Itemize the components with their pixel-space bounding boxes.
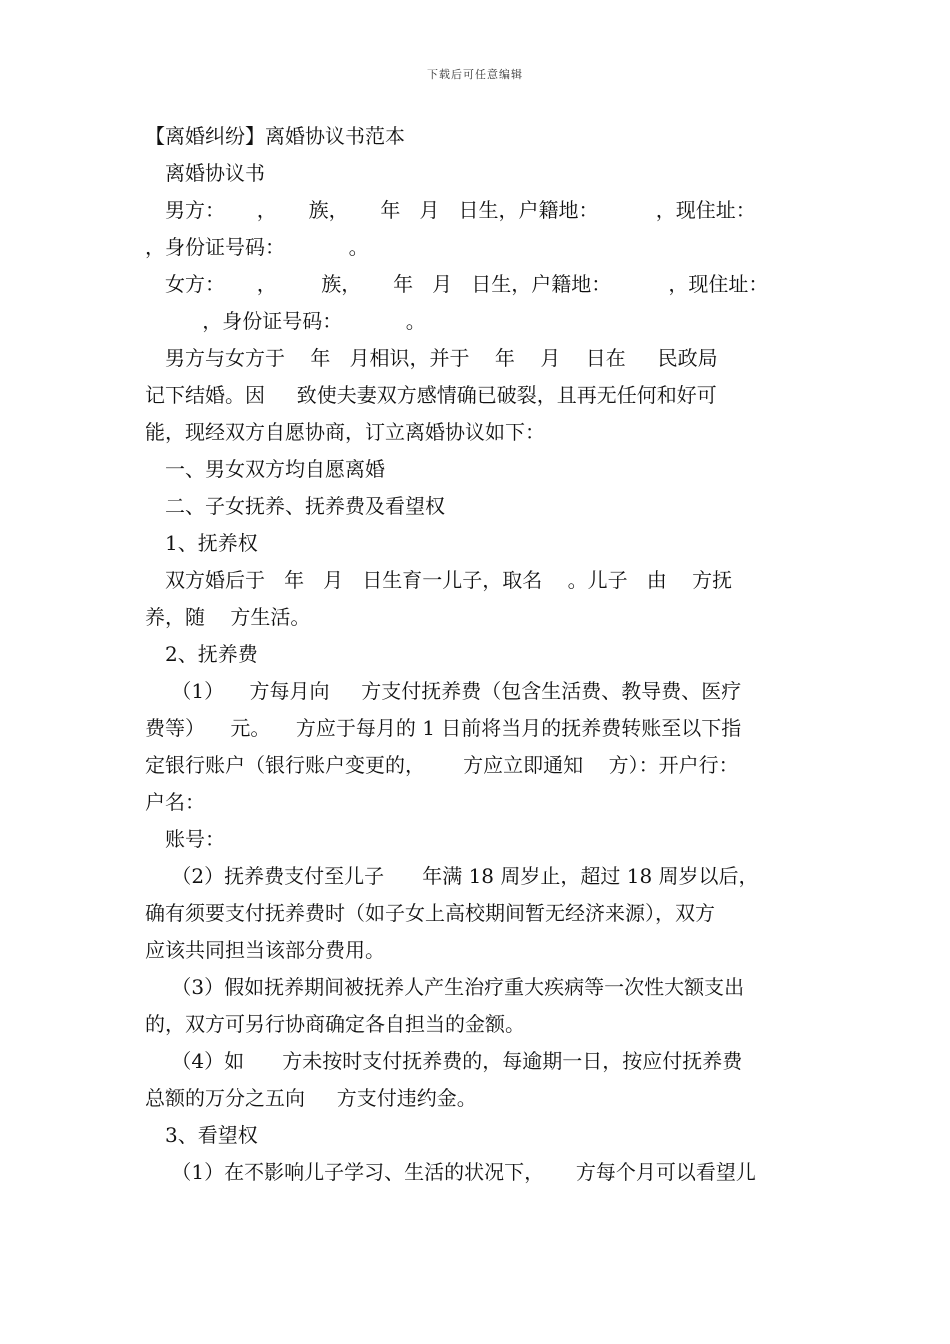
document-line: 女方： ， 族， 年 月 日生，户籍地： ，现住址： (165, 272, 769, 296)
document-line: （2）抚养费支付至儿子 年满 18 周岁止，超过 18 周岁以后， (165, 864, 759, 888)
document-line: ，身份证号码： 。 (145, 235, 369, 259)
document-line: 二、子女抚养、抚养费及看望权 (165, 494, 445, 518)
document-title: 【离婚纠纷】离婚协议书范本 (145, 124, 405, 148)
document-line: （3）假如抚养期间被抚养人产生治疗重大疾病等一次性大额支出 (165, 975, 745, 999)
document-line: 能，现经双方自愿协商，订立离婚协议如下： (145, 420, 545, 444)
document-line: 应该共同担当该部分费用。 (145, 938, 385, 962)
page-header-note: 下载后可任意编辑 (427, 68, 523, 81)
document-line: （1） 方每月向 方支付抚养费（包含生活费、教导费、医疗 (165, 679, 742, 703)
document-line: 总额的万分之五向 方支付违约金。 (145, 1086, 477, 1110)
document-line: 记下结婚。因 致使夫妻双方感情确已破裂，且再无任何和好可 (145, 383, 717, 407)
document-line: 定银行账户（银行账户变更的， 方应立即通知 方）：开户行： (145, 753, 739, 777)
document-line: （1）在不影响儿子学习、生活的状况下， 方每个月可以看望儿 (165, 1160, 756, 1184)
document-line: 一、男女双方均自愿离婚 (165, 457, 385, 481)
document-line: 账号： (165, 827, 225, 851)
document-line: 离婚协议书 (165, 161, 265, 185)
document-line: ，身份证号码： 。 (145, 309, 426, 333)
document-line: 男方与女方于 年 月相识，并于 年 月 日在 民政局 (165, 346, 718, 370)
document-line: 户名： (145, 790, 205, 814)
document-line: 男方： ， 族， 年 月 日生，户籍地： ，现住址： (165, 198, 756, 222)
document-line: （4）如 方未按时支付抚养费的，每逾期一日，按应付抚养费 (165, 1049, 743, 1073)
document-line: 养，随 方生活。 (145, 605, 311, 629)
document-lines (145, 155, 815, 1191)
document-line: 费等） 元。 方应于每月的 1 日前将当月的抚养费转账至以下指 (145, 716, 742, 740)
document-line: 的，双方可另行协商确定各自担当的金额。 (145, 1012, 525, 1036)
document-line: 确有须要支付抚养费时（如子女上高校期间暂无经济来源），双方 (145, 901, 715, 925)
document-line: 3、看望权 (165, 1123, 258, 1147)
document-body (145, 118, 815, 1191)
document-line: 2、抚养费 (165, 642, 258, 666)
document-line: 1、抚养权 (165, 531, 258, 555)
document-line: 双方婚后于 年 月 日生育一儿子，取名 。儿子 由 方抚 (165, 568, 733, 592)
